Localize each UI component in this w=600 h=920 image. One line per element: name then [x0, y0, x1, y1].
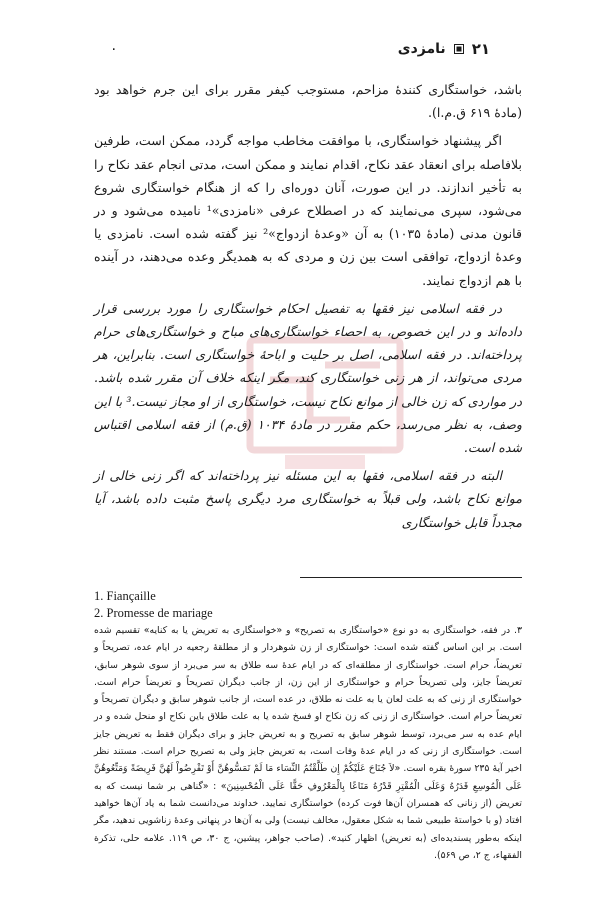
- paragraph-4: البته در فقه اسلامی، فقها به این مسئله نیز پرداخته‌اند که اگر زنی خالی از موانع نکاح باشد، ولی قبلاً به خواستگاری مرد دیگری پاسخ مثبت داده باشد، آیا مجدداً قابل خواستگاری: [94, 468, 522, 530]
- footnote-3-text: ۳. در فقه، خواستگاری به دو نوع «خواستگاری به تصریح» و «خواستگاری به تعریض یا به کنایه» تقسیم شده است. بر این اساس گفته شده است: خواستگاری از زن شوهردار و از مطلقهٔ رجعیه در ایام عده، تصریحاً و تعریضاً، حرام است. خواستگاری از مطلقه‌ای که در ایام عدهٔ سه طلاق به سر می‌برد از سوی شوهر سابق، تعریضاً جایز، ولی تصریحاً حرام و خواستگاری از این زن، از جانب دیگران تصریحاً و تعریضاً حرام است. خواستگاری از زنی که به علت لعان یا به علت نه طلاق، در عده است، از جانب شوهر سابق و دیگران تصریحاً و تعریضاً حرام است. خواستگاری از زنی که زن نکاح او فسخ شده یا به علت طلاق باین نکاح او منحل شده و در ایام عده به سر می‌برد، توسط شوهر سابق به تصریح و به تعریض جایز و برای دیگران فقط به تعریض جایز است. خواستگاری از زنی که در ایام عدهٔ وفات است، به تعریض جایز ولی به تصریح حرام است. مستند نظر اخیر آیهٔ ۲۳۵ سورهٔ بقره است. «لاَ جُنَاحَ عَلَيْكُمْ إِن طَلَّقْتُمُ النِّسَاء مَا لَمْ تَمَسُّوهُنَّ أَوْ تَفْرِضُواْ لَهُنَّ فَرِيضَةً وَمَتِّعُوهُنَّ عَلَى الْمُوسِعِ قَدَرُهُ وَعَلَى الْمُقْتِرِ قَدْرُهُ مَتَاعًا بِالْمَعْرُوفِ حَقًّا عَلَى الْمُحْسِنِينَ» : «گناهی بر شما نیست که به تعریض (از زنانی که همسران آن‌ها فوت کرده) خواستگاری نمایید. خداوند می‌دانست شما به یاد آن‌ها خواهید افتاد (و با خواستهٔ طبیعی شما به شکل معقول، مخالف نیست) ولی به آن‌ها در پنهانی وعدهٔ زناشویی ندهید، مگر اینکه به‌طور پسندیده‌ای (به تعریض) اظهار کنید». (صاحب جواهر، پیشین، ج ۳۰، ص ۱۱۹. علامه حلی، تذکرة الفقهاء، ج ۲، ص ۵۶۹).: [94, 625, 522, 861]
- square-bullet-icon: [454, 44, 464, 54]
- latin-note-1: 1. Fiançaille: [94, 589, 156, 603]
- paragraph-3: در فقه اسلامی نیز فقها به تفصیل احکام خواستگاری را مورد بررسی قرار داده‌اند و در این خصوص، به احصاء خواستگاری‌های مباح و خواستگاری‌های حرام پرداخته‌اند. در فقه اسلامی، اصل بر حلیت و اباحهٔ خواستگاری است. بنابراین، هر مردی می‌تواند، از هر زنی خواستگاری کند، مگر اینکه خلاف آن مقرر شده باشد. در مواردی که زن خالی از موانع نکاح نیست، خواستگاری از او مجاز نیست.³ با این وصف، به نظر می‌رسد، حکم مقرر در مادهٔ ۱۰۳۴ (ق.م) از فقه اسلامی اقتباس شده است.: [94, 300, 522, 456]
- running-header: [110, 38, 490, 60]
- main-text: [94, 78, 522, 539]
- footnote-separator: [300, 577, 522, 578]
- latin-footnotes: [94, 588, 213, 622]
- paragraph-2: اگر پیشنهاد خواستگاری، با موافقت مخاطب مواجه گردد، ممکن است، طرفین بلافاصله برای انعقاد عقد نکاح، اقدام نمایند و ممکن است، مدتی انجام عقد نکاح را به تأخیر اندازند. در این صورت، آنان دوره‌ای را که از هنگام خواستگاری شروع می‌شود، سپری می‌نمایند که در اصطلاح عرفی «نامزدی»¹ نامیده می‌شود و در قانون مدنی (مادهٔ ۱۰۳۵) به آن «وعدهٔ ازدواج»² نیز گفته شده است. نامزدی یا وعدهٔ ازدواج، توافقی است بین زن و مردی که به همدیگر وعده می‌دهند، در آینده با هم ازدواج نمایند.: [94, 133, 523, 288]
- paragraph-1: باشد، خواستگاری کنندهٔ مزاحم، مستوجب کیفر مقرر برای این جرم خواهد بود (مادهٔ ۶۱۹ ق.م.ا).: [94, 82, 523, 121]
- page-number: ۲۱: [471, 40, 490, 58]
- footnote-3: [94, 622, 522, 864]
- latin-note-2: 2. Promesse de mariage: [94, 606, 213, 620]
- section-mark: ۰: [110, 41, 118, 57]
- chapter-title: نامزدی: [397, 41, 446, 57]
